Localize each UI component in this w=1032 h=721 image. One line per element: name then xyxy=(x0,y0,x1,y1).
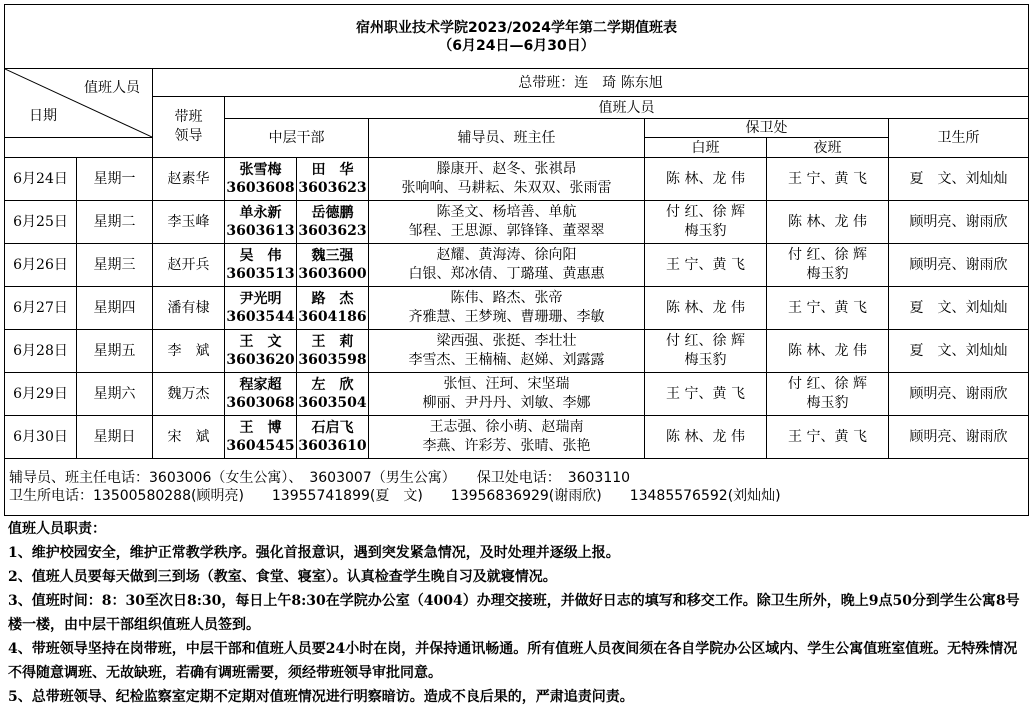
header-lead-line1: 带班 xyxy=(174,109,203,125)
cadre2-cell xyxy=(297,244,369,287)
table-row xyxy=(5,201,1029,244)
cadre-phone: 3603608 xyxy=(226,180,295,196)
weekday-cell: 星期三 xyxy=(77,244,153,287)
cadre2-cell xyxy=(297,287,369,330)
clinic-cell: 顾明亮、谢雨欣 xyxy=(889,244,1029,287)
cadre-name: 岳德鹏 xyxy=(311,205,354,221)
counselor-line: 柳丽、尹丹丹、刘敏、李娜 xyxy=(422,395,591,411)
cadre-phone: 3603623 xyxy=(298,223,367,239)
date-cell: 6月25日 xyxy=(5,201,77,244)
counselor-cell xyxy=(369,158,645,201)
date-cell: 6月26日 xyxy=(5,244,77,287)
duty-roster-table xyxy=(4,4,1029,516)
document-subtitle: （6月24日—6月30日） xyxy=(438,37,595,54)
counselor-cell xyxy=(369,287,645,330)
night-shift-cell xyxy=(767,373,889,416)
leader-cell: 魏万杰 xyxy=(153,373,225,416)
cadre-phone: 3603620 xyxy=(226,352,295,368)
day-shift-cell xyxy=(645,330,767,373)
counselor-line: 李燕、许彩芳、张晴、张艳 xyxy=(422,438,591,454)
shift-line: 梅玉豹 xyxy=(806,395,849,411)
duty-item: 1、维护校园安全，维护正常教学秩序。强化首报意识，遇到突发紧急情况，及时处理并逐级上报。 xyxy=(8,545,620,561)
counselor-line: 张恒、汪珂、宋坚瑞 xyxy=(443,376,570,392)
date-cell: 6月28日 xyxy=(5,330,77,373)
cadre-name: 单永新 xyxy=(239,205,282,221)
night-shift-cell xyxy=(767,158,889,201)
cadre2-cell xyxy=(297,330,369,373)
header-lead-line2: 领导 xyxy=(174,128,203,144)
counselor-cell xyxy=(369,373,645,416)
counselor-cell xyxy=(369,244,645,287)
clinic-cell: 顾明亮、谢雨欣 xyxy=(889,373,1029,416)
shift-line: 陈 林、龙 伟 xyxy=(788,342,867,359)
phone-block xyxy=(5,459,1029,516)
table-row xyxy=(5,158,1029,201)
counselor-line: 张响响、马耕耘、朱双双、张雨雷 xyxy=(401,180,612,196)
night-shift-cell xyxy=(767,244,889,287)
cadre2-cell xyxy=(297,201,369,244)
cadre-name: 左 欣 xyxy=(311,377,354,393)
shift-line: 陈 林、龙 伟 xyxy=(666,299,745,316)
leader-cell: 宋 斌 xyxy=(153,416,225,459)
table-row xyxy=(5,330,1029,373)
shift-line: 付 红、徐 辉 xyxy=(788,247,867,263)
header-date-label: 日期 xyxy=(29,108,57,124)
cadre2-cell xyxy=(297,158,369,201)
clinic-cell: 夏 文、刘灿灿 xyxy=(889,158,1029,201)
cadre1-cell xyxy=(225,158,297,201)
table-row xyxy=(5,373,1029,416)
counselor-line: 邹程、王思源、郭锋锋、董翠翠 xyxy=(408,223,605,239)
cadre1-cell xyxy=(225,201,297,244)
header-clinic: 卫生所 xyxy=(889,119,1029,158)
date-cell: 6月27日 xyxy=(5,287,77,330)
cadre2-cell xyxy=(297,373,369,416)
counselor-line: 李雪杰、王楠楠、赵娣、刘露露 xyxy=(408,352,605,368)
shift-line: 陈 林、龙 伟 xyxy=(666,428,745,445)
weekday-cell: 星期二 xyxy=(77,201,153,244)
day-shift-cell xyxy=(645,244,767,287)
cadre1-cell xyxy=(225,244,297,287)
counselor-line: 陈圣文、杨培善、单航 xyxy=(436,204,577,220)
cadre-name: 王 文 xyxy=(239,334,282,350)
weekday-cell: 星期五 xyxy=(77,330,153,373)
cadre1-cell xyxy=(225,287,297,330)
cadre-phone: 3603068 xyxy=(226,395,295,411)
day-shift-cell xyxy=(645,373,767,416)
clinic-cell: 夏 文、刘灿灿 xyxy=(889,287,1029,330)
cadre-phone: 3603600 xyxy=(298,266,367,282)
shift-line: 王 宁、黄 飞 xyxy=(788,428,867,445)
weekday-cell: 星期日 xyxy=(77,416,153,459)
cadre-phone: 3603610 xyxy=(298,438,367,454)
counselor-line: 王志强、徐小萌、赵瑞南 xyxy=(429,419,584,435)
shift-line: 陈 林、龙 伟 xyxy=(788,213,867,230)
header-night-shift: 夜班 xyxy=(767,138,889,158)
shift-line: 付 红、徐 辉 xyxy=(666,204,745,220)
duty-item: 5、总带班领导、纪检监察室定期不定期对值班情况进行明察暗访。造成不良后果的，严肃追责问责。 xyxy=(8,689,634,705)
cadre1-cell xyxy=(225,416,297,459)
cadre-name: 王 博 xyxy=(239,420,282,436)
duty-item: 3、值班时间：8：30至次日8:30，每日上午8:30在学院办公室（4004）办理交接班，并做好日志的填写和移交工作。除卫生所外，晚上9点50分到学生公寓8号楼一楼，由中层干部组织值班人员签到。 xyxy=(8,593,1020,633)
duties-heading: 值班人员职责： xyxy=(8,521,106,537)
weekday-cell: 星期六 xyxy=(77,373,153,416)
counselor-line: 滕康开、赵冬、张祺昂 xyxy=(436,161,577,177)
cadre-name: 田 华 xyxy=(311,162,354,178)
header-staff-label: 值班人员 xyxy=(84,80,140,96)
header-security: 保卫处 xyxy=(645,119,889,138)
cadre-name: 吴 伟 xyxy=(239,248,282,264)
clinic-cell: 夏 文、刘灿灿 xyxy=(889,330,1029,373)
counselor-line: 赵耀、黄海涛、徐向阳 xyxy=(436,247,577,263)
night-shift-cell xyxy=(767,287,889,330)
cadre-name: 石启飞 xyxy=(311,420,354,436)
cadre-name: 王 莉 xyxy=(311,334,354,350)
cadre1-cell xyxy=(225,373,297,416)
general-duty: 总带班：连 琦 陈东旭 xyxy=(153,69,1029,97)
header-lead xyxy=(153,97,225,158)
duty-item: 4、带班领导坚持在岗带班，中层干部和值班人员要24小时在岗，并保持通讯畅通。所有值班人员夜间须在各自学院办公区域内、学生公寓值班室值班。无特殊情况不得随意调班、无故缺班，若确有调班需要，须经带班领导审批同意。 xyxy=(8,641,1018,681)
counselor-line: 梁西强、张挺、李壮壮 xyxy=(436,333,577,349)
night-shift-cell xyxy=(767,201,889,244)
counselor-cell xyxy=(369,330,645,373)
weekday-cell: 星期四 xyxy=(77,287,153,330)
cadre-name: 路 杰 xyxy=(311,291,354,307)
header-diagonal-cell xyxy=(5,69,153,138)
day-shift-cell xyxy=(645,158,767,201)
cadre-name: 尹光明 xyxy=(239,291,282,307)
cadre-phone: 3603623 xyxy=(298,180,367,196)
cadre-phone: 3603513 xyxy=(226,266,295,282)
shift-line: 付 红、徐 辉 xyxy=(666,333,745,349)
cadre-phone: 3603504 xyxy=(298,395,367,411)
leader-cell: 赵素华 xyxy=(153,158,225,201)
roster-body xyxy=(5,158,1029,459)
cadre-phone: 3603544 xyxy=(226,309,295,325)
shift-line: 王 宁、黄 飞 xyxy=(788,299,867,316)
cadre2-cell xyxy=(297,416,369,459)
counselor-line: 陈伟、路杰、张帝 xyxy=(450,290,563,306)
counselor-line: 齐雅慧、王梦琬、曹珊珊、李敏 xyxy=(408,309,605,325)
counselor-cell xyxy=(369,201,645,244)
header-day-shift: 白班 xyxy=(645,138,767,158)
date-cell: 6月30日 xyxy=(5,416,77,459)
header-date-spacer xyxy=(5,138,153,158)
header-duty-staff: 值班人员 xyxy=(225,97,1029,119)
header-mid-cadre: 中层干部 xyxy=(225,119,369,158)
leader-cell: 潘有棣 xyxy=(153,287,225,330)
night-shift-cell xyxy=(767,416,889,459)
day-shift-cell xyxy=(645,287,767,330)
shift-line: 王 宁、黄 飞 xyxy=(666,256,745,273)
cadre-name: 程家超 xyxy=(239,377,282,393)
day-shift-cell xyxy=(645,416,767,459)
clinic-phones: 卫生所电话：13500580288(顾明亮) 13955741899(夏 文) 13956836929(谢雨欣) 13485576592(刘灿灿) xyxy=(9,488,781,504)
shift-line: 梅玉豹 xyxy=(684,223,727,239)
leader-cell: 李玉峰 xyxy=(153,201,225,244)
title-block xyxy=(5,5,1029,69)
document-title: 宿州职业技术学院2023/2024学年第二学期值班表 xyxy=(355,19,678,36)
duty-item: 2、值班人员要每天做到三到场（教室、食堂、寝室）。认真检查学生晚自习及就寝情况。 xyxy=(8,569,557,585)
cadre-phone: 3603598 xyxy=(298,352,367,368)
weekday-cell: 星期一 xyxy=(77,158,153,201)
leader-cell: 赵开兵 xyxy=(153,244,225,287)
counselor-cell xyxy=(369,416,645,459)
clinic-cell: 顾明亮、谢雨欣 xyxy=(889,201,1029,244)
cadre-name: 张雪梅 xyxy=(239,162,282,178)
clinic-cell: 顾明亮、谢雨欣 xyxy=(889,416,1029,459)
table-row xyxy=(5,416,1029,459)
header-counselor: 辅导员、班主任 xyxy=(369,119,645,158)
shift-line: 梅玉豹 xyxy=(684,352,727,368)
shift-line: 王 宁、黄 飞 xyxy=(666,385,745,402)
shift-line: 陈 林、龙 伟 xyxy=(666,170,745,187)
counselor-line: 白银、郑冰倩、丁璐瑾、黄惠惠 xyxy=(408,266,605,282)
date-cell: 6月24日 xyxy=(5,158,77,201)
cadre-phone: 3603613 xyxy=(226,223,295,239)
shift-line: 王 宁、黄 飞 xyxy=(788,170,867,187)
table-row xyxy=(5,287,1029,330)
cadre-phone: 3604545 xyxy=(226,438,295,454)
shift-line: 付 红、徐 辉 xyxy=(788,376,867,392)
date-cell: 6月29日 xyxy=(5,373,77,416)
cadre-phone: 3604186 xyxy=(298,309,367,325)
counselor-security-phones: 辅导员、班主任电话：3603006（女生公寓）、 3603007（男生公寓） 保卫处电话： 3603110 xyxy=(9,470,631,486)
cadre1-cell xyxy=(225,330,297,373)
cadre-name: 魏三强 xyxy=(311,248,354,264)
shift-line: 梅玉豹 xyxy=(806,266,849,282)
duties-section xyxy=(8,517,1026,709)
night-shift-cell xyxy=(767,330,889,373)
day-shift-cell xyxy=(645,201,767,244)
table-row xyxy=(5,244,1029,287)
leader-cell: 李 斌 xyxy=(153,330,225,373)
